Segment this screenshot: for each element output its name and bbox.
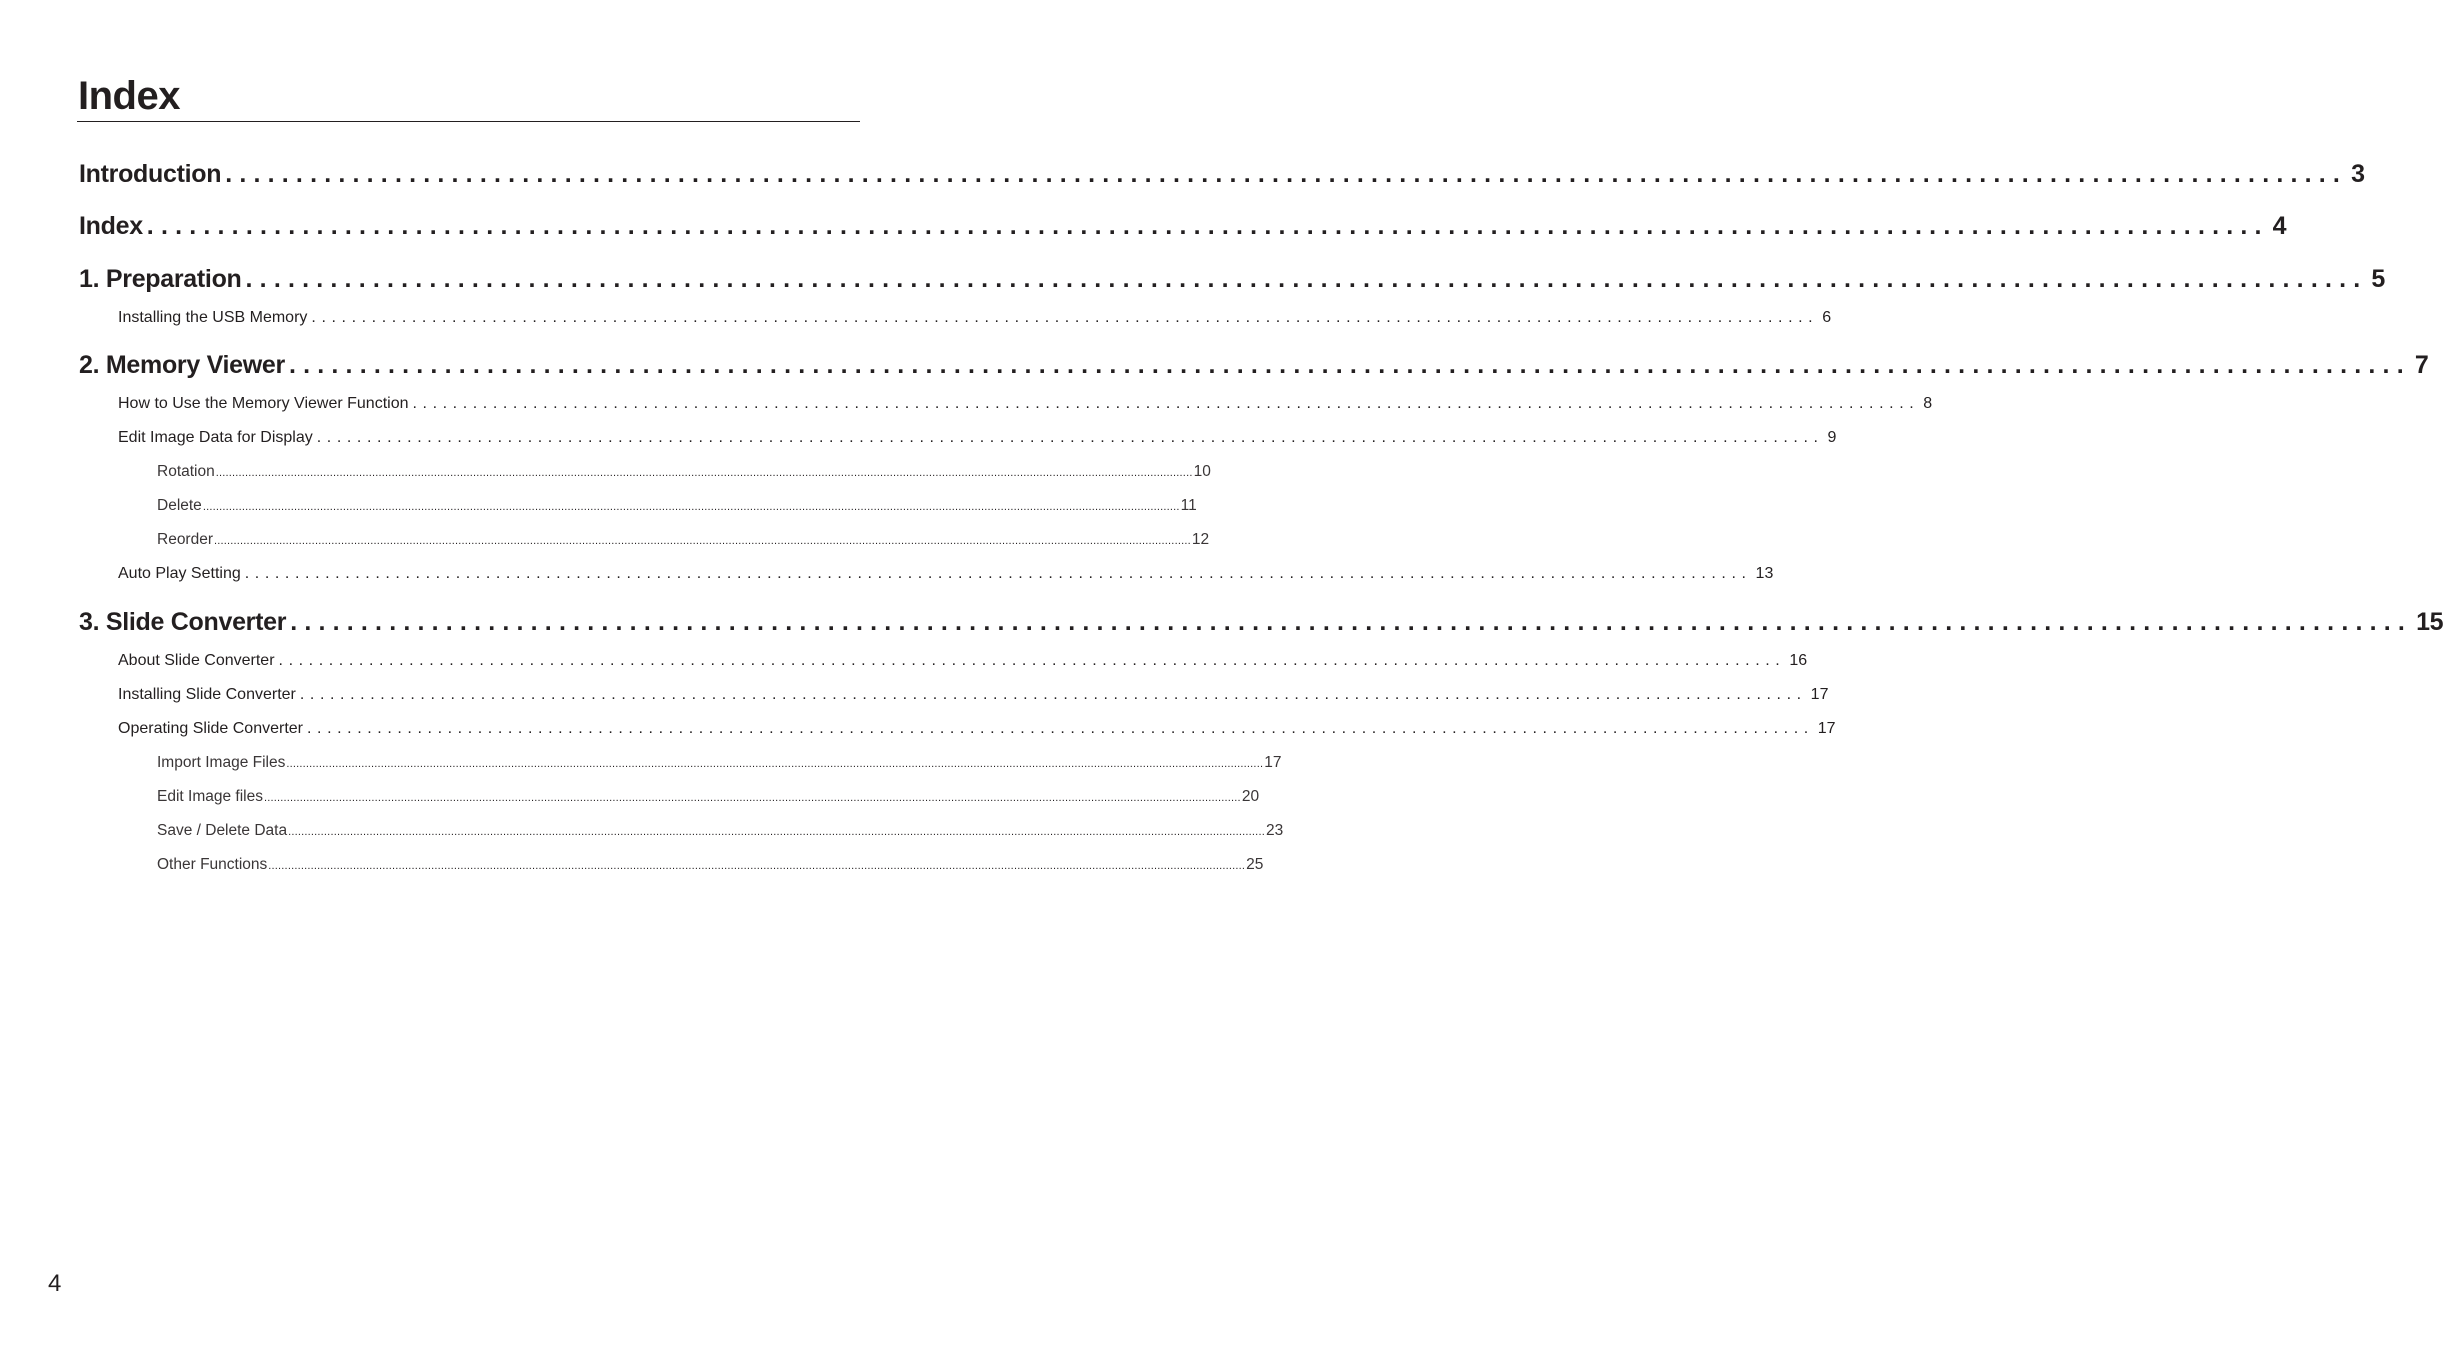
- toc-entry-page: 23: [1265, 822, 1284, 839]
- dot-leader: ......................................................................................................................................................: [290, 608, 2413, 636]
- dot-leader: ............................................................................................................................................................................................................................................................................................................: [214, 535, 1191, 547]
- toc-entry-label: Edit Image files: [157, 788, 263, 805]
- toc-entry-label: Introduction: [79, 160, 222, 188]
- toc-entry-label: Rotation: [157, 463, 215, 480]
- dot-leader: ......................................................................................................................................................: [225, 160, 2348, 188]
- toc-entry-level1[interactable]: [79, 608, 2443, 637]
- toc-entry-level3[interactable]: [157, 531, 1210, 549]
- toc-entry-label: Edit Image Data for Display: [118, 429, 313, 446]
- toc-entry-label: Auto Play Setting: [118, 565, 241, 582]
- toc-entry-level2[interactable]: [118, 429, 1837, 447]
- toc-entry-label: 3. Slide Converter: [79, 608, 287, 636]
- page-number: 4: [48, 1270, 62, 1297]
- toc-entry-page: 12: [1191, 531, 1210, 548]
- toc-entry-page: 9: [1827, 429, 1837, 446]
- toc-entry-level3[interactable]: [157, 754, 1282, 772]
- dot-leader: ............................................................................................................................................................................................................................................................................................................: [286, 758, 1264, 770]
- toc-entry-level3[interactable]: [157, 497, 1197, 515]
- dot-leader: ......................................................................................................................................................: [244, 565, 1752, 582]
- page-title: Index: [78, 74, 180, 118]
- dot-leader: ......................................................................................................................................................: [299, 686, 1807, 703]
- toc-entry-label: 1. Preparation: [79, 265, 242, 293]
- toc-entry-page: 4: [2272, 212, 2287, 240]
- toc-entry-page: 11: [1180, 497, 1197, 514]
- toc-entry-label: About Slide Converter: [118, 652, 275, 669]
- dot-leader: ......................................................................................................................................................: [316, 429, 1824, 446]
- dot-leader: ......................................................................................................................................................: [278, 652, 1786, 669]
- toc-entry-page: 16: [1789, 652, 1808, 669]
- toc-entry-label: Reorder: [157, 531, 213, 548]
- toc-entry-level2[interactable]: [118, 565, 1774, 583]
- toc-entry-label: 2. Memory Viewer: [79, 351, 285, 379]
- toc-entry-page: 10: [1193, 463, 1211, 480]
- toc-entry-level1[interactable]: [79, 265, 2386, 294]
- dot-leader: ............................................................................................................................................................................................................................................................................................................: [202, 501, 1180, 513]
- toc-entry-level2[interactable]: [118, 720, 1836, 738]
- dot-leader: ............................................................................................................................................................................................................................................................................................................: [288, 826, 1265, 838]
- toc-entry-page: 17: [1817, 720, 1836, 737]
- toc-entry-page: 17: [1810, 686, 1829, 703]
- toc-entry-level3[interactable]: [157, 822, 1284, 840]
- dot-leader: ............................................................................................................................................................................................................................................................................................................: [215, 467, 1193, 479]
- dot-leader: ......................................................................................................................................................: [311, 309, 1819, 326]
- toc-entry-level1[interactable]: [79, 351, 2429, 380]
- toc-entry-label: How to Use the Memory Viewer Function: [118, 395, 409, 412]
- toc-entry-label: Installing Slide Converter: [118, 686, 296, 703]
- toc-entry-level3[interactable]: [157, 463, 1211, 481]
- dot-leader: ......................................................................................................................................................: [306, 720, 1814, 737]
- toc-entry-page: 5: [2371, 265, 2386, 293]
- toc-entry-label: Installing the USB Memory: [118, 309, 308, 326]
- toc-entry-page: 15: [2416, 608, 2443, 636]
- toc-entry-level3[interactable]: [157, 788, 1260, 806]
- dot-leader: ............................................................................................................................................................................................................................................................................................................: [263, 792, 1241, 804]
- toc-entry-page: 25: [1246, 856, 1264, 873]
- toc-entry-level1[interactable]: [79, 160, 2365, 189]
- toc-entry-level2[interactable]: [118, 652, 1808, 670]
- toc-entry-label: Other Functions: [157, 856, 268, 873]
- toc-entry-page: 7: [2414, 351, 2429, 379]
- toc-entry-level1[interactable]: [79, 212, 2287, 241]
- toc-entry-level2[interactable]: [118, 309, 1832, 327]
- toc-entry-page: 17: [1264, 754, 1282, 771]
- toc-entry-page: 3: [2351, 160, 2365, 188]
- dot-leader: ......................................................................................................................................................: [288, 351, 2411, 379]
- toc-entry-label: Import Image Files: [157, 754, 286, 771]
- toc-entry-level2[interactable]: [118, 395, 1933, 413]
- toc-entry-label: Operating Slide Converter: [118, 720, 303, 737]
- toc-entry-page: 13: [1755, 565, 1774, 582]
- dot-leader: ............................................................................................................................................................................................................................................................................................................: [268, 860, 1246, 872]
- toc-entry-label: Index: [79, 212, 143, 240]
- toc-entry-page: 20: [1241, 788, 1260, 805]
- toc-entry-page: 6: [1822, 309, 1832, 326]
- toc-entry-page: 8: [1923, 395, 1933, 412]
- toc-entry-level2[interactable]: [118, 686, 1829, 704]
- dot-leader: ......................................................................................................................................................: [146, 212, 2269, 240]
- dot-leader: ......................................................................................................................................................: [412, 395, 1920, 412]
- toc-entry-level3[interactable]: [157, 856, 1264, 874]
- toc-entry-label: Save / Delete Data: [157, 822, 288, 839]
- toc-entry-label: Delete: [157, 497, 202, 514]
- dot-leader: ......................................................................................................................................................: [245, 265, 2368, 293]
